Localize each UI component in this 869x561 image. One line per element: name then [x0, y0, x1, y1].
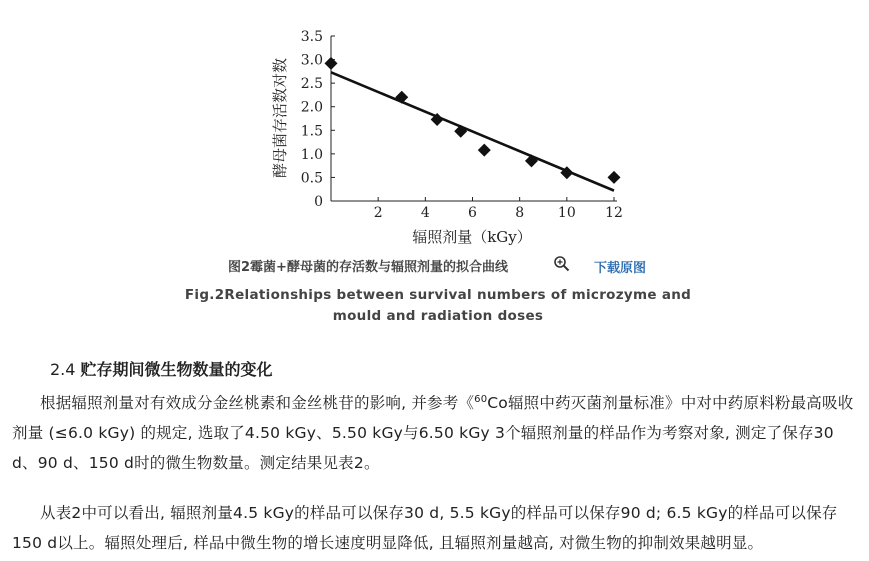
chart-axes — [331, 36, 617, 201]
data-point — [608, 171, 621, 184]
x-tick-label: 8 — [515, 205, 525, 221]
x-axis-label: 辐照剂量（kGy） — [412, 228, 532, 246]
x-tick-label: 10 — [557, 205, 576, 221]
survival-chart — [0, 0, 869, 250]
x-tick-label: 4 — [420, 205, 430, 221]
section-title: 贮存期间微生物数量的变化 — [80, 360, 273, 379]
y-tick-label: 3.5 — [300, 29, 323, 45]
data-point — [525, 154, 538, 167]
y-tick-label: 0 — [314, 194, 323, 210]
data-point — [454, 125, 467, 138]
data-point — [478, 144, 491, 157]
y-tick-label: 1.0 — [300, 146, 323, 163]
section-heading — [50, 357, 273, 380]
isotope-superscript: 60 — [474, 393, 488, 405]
data-point — [395, 91, 408, 104]
y-tick-label: 2.0 — [300, 99, 323, 116]
paragraph-2: 从表2中可以看出, 辐照剂量4.5 kGy的样品可以保存30 d, 5.5 kGy的样品可以保存90 d; 6.5 kGy的样品可以保存150 d以上。辐照处理后, 样品中微生物的增长速度明显降低, 且辐照剂量越高, 对微生物的抑制效果越明显。 — [12, 504, 838, 552]
download-original-link[interactable]: 下载原图 — [594, 261, 647, 276]
x-tick-label: 6 — [468, 205, 477, 221]
y-tick-label: 2.5 — [300, 76, 323, 93]
data-point — [325, 57, 338, 70]
zoom-in-icon[interactable] — [553, 255, 571, 273]
y-axis-label: 酵母菌存活数对数 — [271, 57, 289, 179]
figure-caption-cn: 图2霉菌+酵母菌的存活数与辐照剂量的拟合曲线 — [228, 260, 508, 275]
x-tick-label: 12 — [605, 205, 623, 221]
x-tick-label: 2 — [373, 205, 383, 221]
paragraph-1-post: Co辐照中药灭菌剂量标准》中对中药原料粉最高吸收剂量 (≤6.0 kGy) 的规定, 选取了4.50 kGy、5.50 kGy与6.50 kGy 3个辐照剂量的样品作为考察对象, 测定了保存30 d、90 d、150 d时的微生物数量。测定结果见表2。 — [12, 394, 854, 472]
y-tick-label: 0.5 — [300, 170, 323, 187]
y-tick-label: 3.0 — [300, 52, 323, 69]
section-number: 2.4 — [50, 360, 76, 379]
paragraph-1-pre: 根据辐照剂量对有效成分金丝桃素和金丝桃苷的影响, 并参考《 — [40, 394, 475, 412]
y-tick-label: 1.5 — [300, 123, 323, 140]
figure-caption-en: Fig.2Relationships between survival numbers of microzyme and mould and radiation doses — [184, 287, 692, 324]
paragraph-1 — [12, 388, 864, 478]
